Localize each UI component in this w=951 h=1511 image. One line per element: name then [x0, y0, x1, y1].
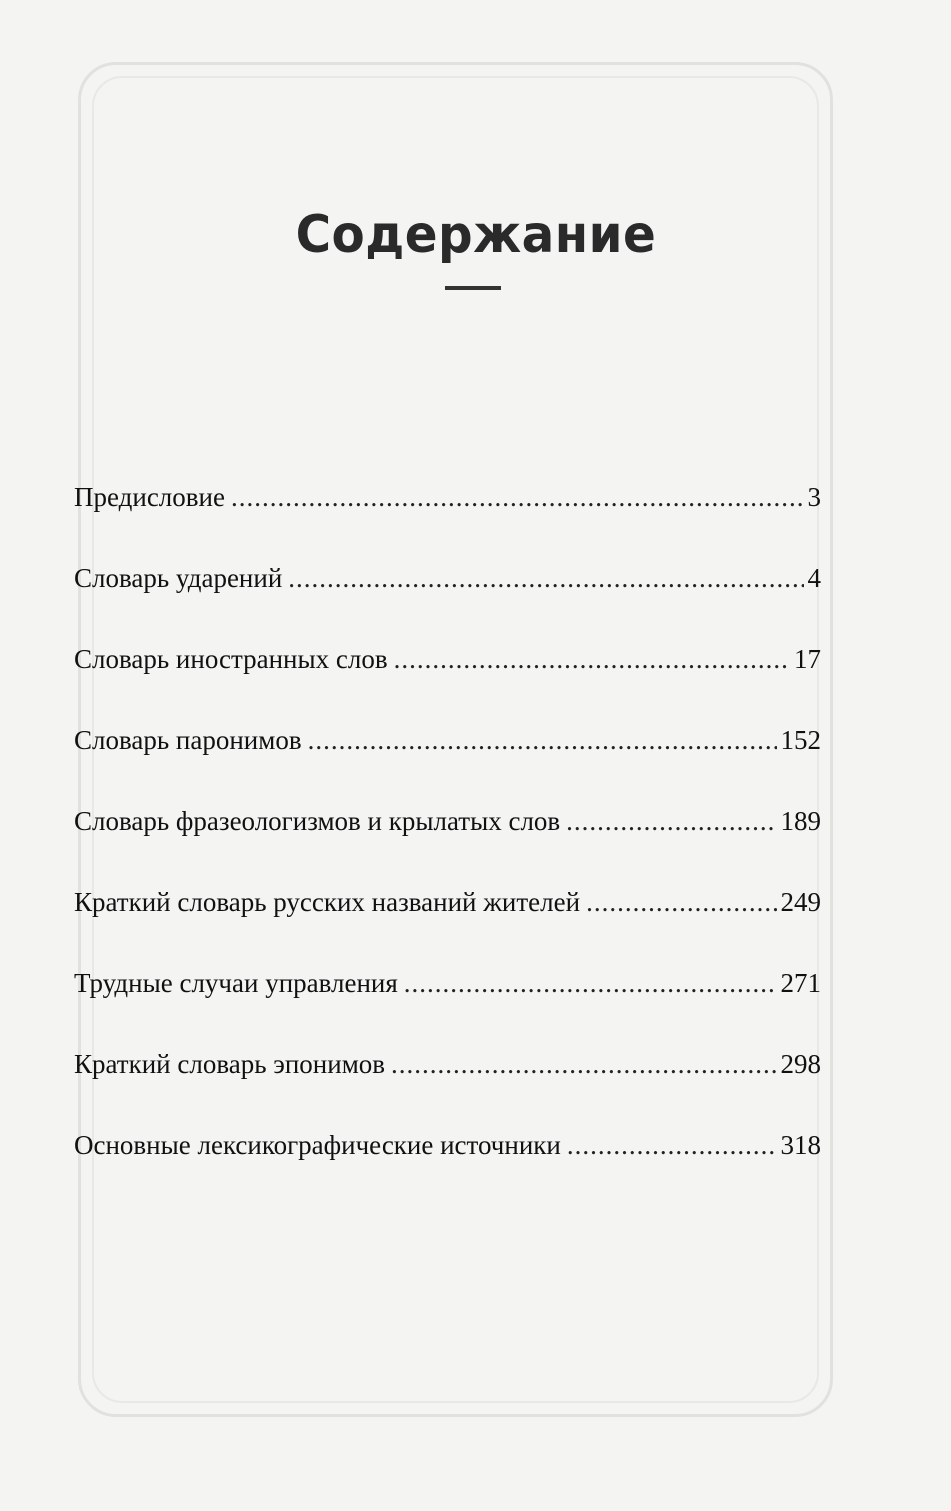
dot-leader: [586, 880, 776, 924]
toc-entry-paronyms[interactable]: [74, 718, 821, 799]
toc-entry-stress-dictionary[interactable]: [74, 556, 821, 637]
toc-entry-label: Словарь паронимов: [74, 725, 302, 755]
toc-entry-page: 189: [780, 806, 821, 836]
toc-entry-page: 3: [807, 482, 821, 512]
toc-entry-foreign-words[interactable]: [74, 637, 821, 718]
dot-leader: [231, 475, 804, 519]
toc-entry-label: Трудные случаи управления: [74, 968, 398, 998]
toc-entry-page: 249: [780, 887, 821, 917]
dot-leader: [567, 1123, 777, 1167]
toc-entry-label: Словарь ударений: [74, 563, 283, 593]
title-underline-mark: [445, 286, 501, 290]
table-of-contents: [74, 475, 821, 1204]
toc-entry-page: 271: [780, 968, 821, 998]
toc-entry-preface[interactable]: [74, 475, 821, 556]
toc-entry-page: 17: [794, 644, 821, 674]
dot-leader: [308, 718, 777, 762]
toc-entry-label: Краткий словарь русских названий жителей: [74, 887, 581, 917]
toc-entry-eponyms[interactable]: [74, 1042, 821, 1123]
toc-entry-label: Словарь фразеологизмов и крылатых слов: [74, 806, 561, 836]
toc-entry-label: Предисловие: [74, 482, 225, 512]
dot-leader: [404, 961, 777, 1005]
toc-entry-page: 152: [780, 725, 821, 755]
toc-entry-phraseology[interactable]: [74, 799, 821, 880]
toc-entry-sources[interactable]: [74, 1123, 821, 1204]
toc-entry-page: 318: [780, 1130, 821, 1160]
toc-entry-government-cases[interactable]: [74, 961, 821, 1042]
toc-entry-inhabitant-names[interactable]: [74, 880, 821, 961]
toc-entry-page: 4: [807, 563, 821, 593]
dot-leader: [394, 637, 790, 681]
toc-entry-page: 298: [780, 1049, 821, 1079]
dot-leader: [566, 799, 776, 843]
dot-leader: [391, 1042, 776, 1086]
toc-entry-label: Словарь иностранных слов: [74, 644, 388, 674]
title-block: [0, 205, 951, 265]
toc-entry-label: Краткий словарь эпонимов: [74, 1049, 386, 1079]
toc-entry-label: Основные лексикографические источники: [74, 1130, 561, 1160]
dot-leader: [288, 556, 803, 600]
page-title: Содержание: [295, 205, 656, 265]
